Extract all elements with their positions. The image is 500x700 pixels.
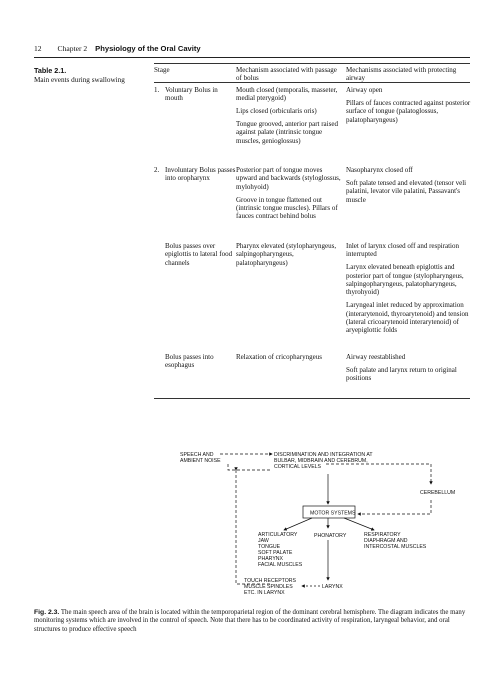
row-bolus-cell	[236, 242, 342, 272]
row-stage: Involuntary Bolus passes into oropharynx	[165, 166, 236, 183]
articulatory-line: PHARYNX	[258, 556, 283, 562]
row-number: 1.	[154, 86, 160, 94]
speech-noise-line: AMBIENT NOISE	[180, 458, 221, 464]
chapter-title: Physiology of the Oral Cavity	[95, 44, 201, 53]
airway-text: Airway open	[346, 86, 383, 94]
bolus-text: Mouth closed (temporalis, masseter, medial pterygoid)	[236, 86, 338, 103]
receptors-line: MUSCLE SPINDLES	[244, 584, 293, 590]
running-header	[34, 44, 201, 53]
table-rule-top	[154, 63, 470, 64]
respiratory-line: DIAPHRAGM AND	[364, 538, 408, 544]
motor-systems-label: MOTOR SYSTEMS	[310, 510, 356, 517]
table-caption: Main events during swallowing	[34, 76, 125, 84]
bolus-text: Groove in tongue flattened out (intrinsic tongue muscles). Pillars of fauces contract behind bolus	[236, 195, 338, 221]
bolus-text: Pharynx elevated (stylopharyngeus, salpingopharyngeus, palatopharyngeus)	[236, 242, 337, 267]
airway-text: Soft palate tensed and elevated (tensor veli palatini, levator vile palatini, Passavant's muscle	[346, 178, 467, 204]
figure-caption-text: The main speech area of the brain is located within the temporoparietal region of the dominant cerebral hemisphere. The diagram indicates the many monitoring systems which are involved in the control of speech. Note that there has to be coordinated activity of respiration, laryngeal behavior, and oral structures to produce effective speech	[34, 609, 466, 633]
row-stage: Bolus passes into esophagus	[165, 353, 214, 370]
row-airway-cell	[346, 86, 472, 128]
cerebellum-label: CEREBELLUM	[420, 490, 456, 496]
articulatory-line: TONGUE	[258, 544, 281, 550]
receptors-label	[244, 578, 297, 596]
speech-control-diagram	[176, 448, 482, 600]
larynx-label: LARYNX	[322, 584, 343, 590]
row-airway-cell	[346, 353, 472, 387]
row-stage: Voluntary Bolus in mouth	[165, 86, 218, 103]
articulatory-label	[258, 532, 303, 568]
airway-text: Laryngeal inlet reduced by approximation (interarytenoid, thyroarytenoid) and tension (lateral cricoarytenoid interarytenoid) of aryepiglottic folds	[346, 301, 469, 335]
receptors-line: ETC. IN LARYNX	[244, 590, 285, 596]
col-header-bolus: Mechanism associated with passage of bolus	[236, 66, 337, 83]
row-airway-cell	[346, 166, 472, 208]
airway-text: Pillars of fauces contracted against posterior surface of tongue (palatoglossus, palatopharyngeus)	[346, 98, 471, 124]
row-number: 2.	[154, 166, 160, 174]
row-stage: Bolus passes over epiglottis to lateral food channels	[165, 242, 233, 267]
discrimination-line: BULBAR, MIDBRAIN AND CEREBRUM,	[274, 458, 368, 464]
table-rule-bottom	[154, 398, 470, 399]
receptors-line: TOUCH RECEPTORS	[244, 578, 296, 584]
respiratory-line: INTERCOSTAL MUSCLES	[364, 544, 427, 550]
airway-text: Nasopharynx closed off	[346, 166, 413, 174]
airway-text: Larynx elevated beneath epiglottis and posterior part of tongue (stylopharyngeus, salpingopharyngeus, palatopharyngeus, thyrohyoid)	[346, 263, 464, 297]
bolus-text: Relaxation of cricopharyngeus	[236, 353, 322, 361]
table-label: Table 2.1.	[34, 66, 67, 75]
row-airway-cell	[346, 242, 472, 339]
articulatory-line: JAW	[258, 538, 269, 544]
discrimination-line: CORTICAL LEVELS	[274, 464, 321, 470]
airway-text: Soft palate and larynx return to original positions	[346, 365, 457, 383]
speech-noise-line: SPEECH AND	[180, 452, 214, 458]
figure-caption	[34, 609, 470, 634]
header-rule	[34, 57, 470, 58]
articulatory-line: FACIAL MUSCLES	[258, 562, 303, 568]
speech-noise-label	[180, 452, 221, 464]
table-label-block	[34, 66, 144, 85]
row-bolus-cell	[236, 86, 342, 150]
articulatory-line: SOFT PALATE	[258, 550, 293, 556]
row-bolus-cell	[236, 353, 342, 366]
phonatory-label: PHONATORY	[314, 533, 347, 539]
discrimination-label	[274, 452, 373, 470]
respiratory-label	[364, 532, 427, 550]
col-header-airway: Mechanisms associated with protecting airway	[346, 66, 457, 83]
airway-text: Inlet of larynx closed off and respiration interrupted	[346, 242, 460, 259]
chapter-label: Chapter 2	[57, 44, 88, 53]
bolus-text: Lips closed (orbicularis oris)	[236, 107, 317, 116]
respiratory-line: RESPIRATORY	[364, 532, 401, 538]
col-header-stage: Stage	[154, 66, 170, 74]
row-bolus-cell	[236, 166, 342, 225]
airway-text: Airway reestablished	[346, 353, 406, 361]
page-number: 12	[34, 44, 42, 53]
articulatory-line: ARTICULATORY	[258, 532, 298, 538]
figure-label: Fig. 2.3.	[34, 609, 60, 616]
bolus-text: Tongue grooved, anterior part raised against palate (intrinsic tongue muscles, genioglossus)	[236, 120, 338, 145]
discrimination-line: DISCRIMINATION AND INTEGRATION AT	[274, 452, 373, 458]
bolus-text: Posterior part of tongue moves upward and backwards (styloglossus, mylohyoid)	[236, 166, 341, 191]
